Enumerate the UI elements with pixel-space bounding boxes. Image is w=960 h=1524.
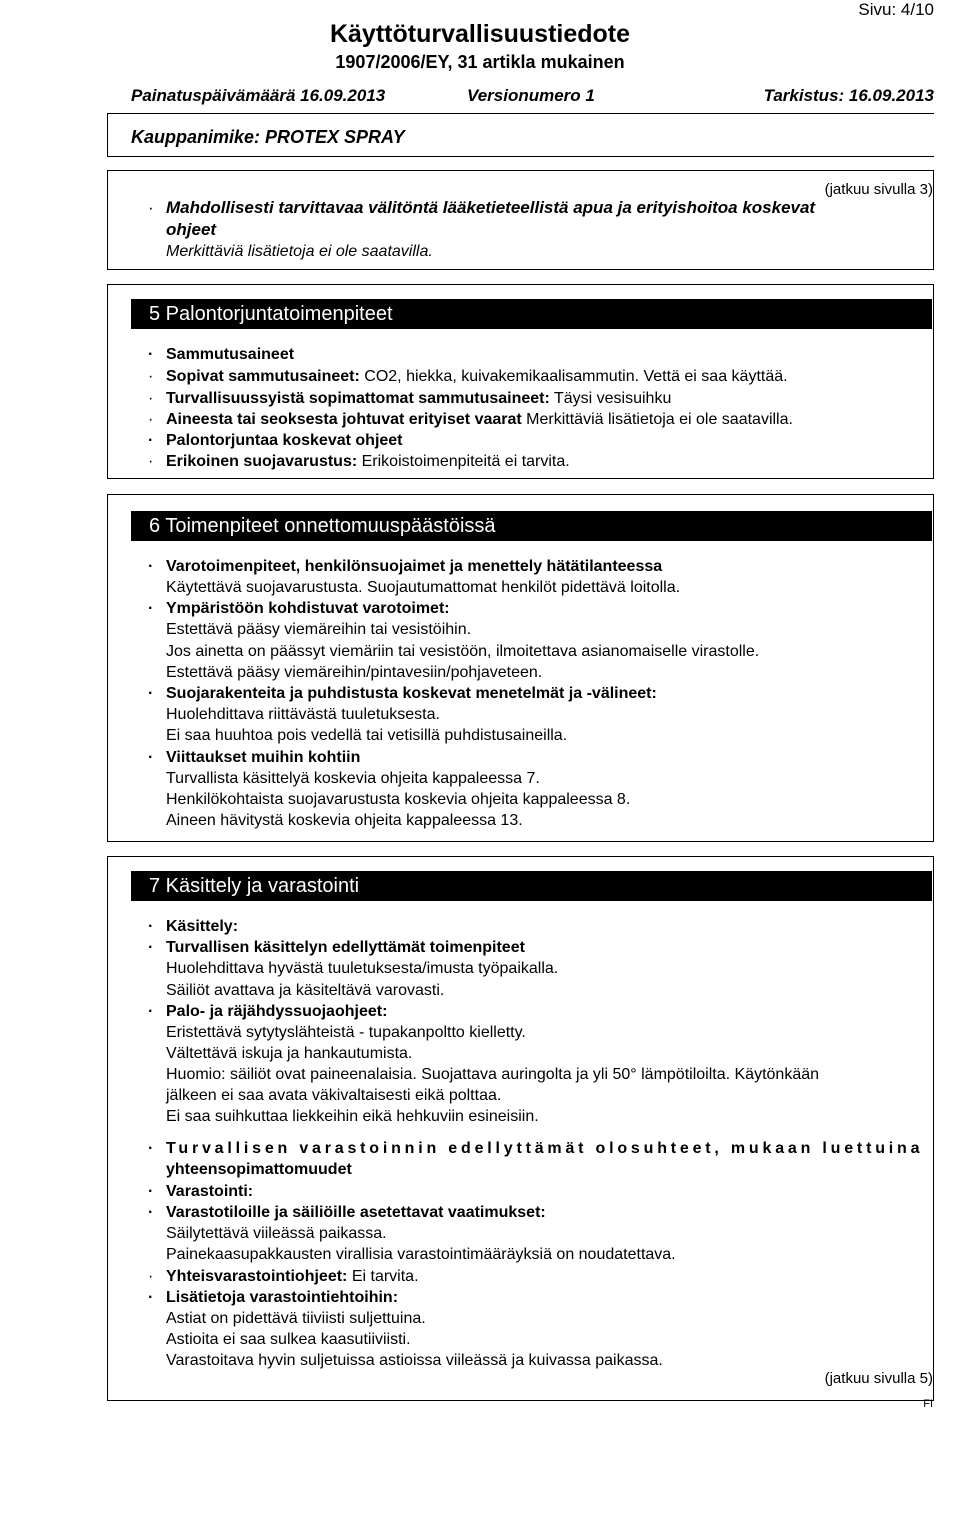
document-title: Käyttöturvallisuustiedote (329, 20, 631, 48)
s7-text: Huomio: säiliöt ovat paineenalaisia. Suojattava auringolta ja yli 50° lämpötiloilta. Käytönkään (166, 1066, 820, 1083)
header-divider (107, 113, 934, 114)
s6-text: Estettävä pääsy viemäreihin tai vesistöihin. (166, 621, 472, 638)
document-subtitle: 1907/2006/EY, 31 artikla mukainen (335, 52, 625, 72)
header-frame-left (107, 113, 108, 156)
s5-special-hazards: · Aineesta tai seoksesta johtuvat erityiset vaarat Merkittäviä lisätietoja ei ole saatavilla. (148, 411, 793, 428)
s6-environment: · Ympäristöön kohdistuvat varotoimet: (148, 600, 450, 617)
section-6-heading: 6 Toimenpiteet onnettomuuspäästöissä (131, 511, 932, 541)
s7-text: Säiliöt avattava ja käsiteltävä varovasti. (166, 982, 445, 999)
continued-on-note: (jatkuu sivulla 5) (824, 1370, 933, 1387)
s7-text: Astiat on pidettävä tiiviisti suljettuina. (166, 1310, 426, 1327)
s5-extinguishing-media: · Sammutusaineet (148, 346, 295, 363)
s7-text: Eristettävä sytytyslähteistä - tupakanpoltto kielletty. (166, 1024, 526, 1041)
intro-text: Merkittäviä lisätietoja ei ole saatavilla. (166, 243, 433, 260)
s7-text: Ei saa suihkuttaa liekkeihin eikä hehkuviin esineisiin. (166, 1108, 539, 1125)
s7-storage-requirements: · Varastotiloille ja säiliöille asetettavat vaatimukset: (148, 1204, 546, 1221)
s6-text: Jos ainetta on päässyt viemäriin tai vesistöön, ilmoitettava asianomaiselle virastolle. (166, 643, 760, 660)
s7-storage: · Varastointi: (148, 1183, 254, 1200)
s7-text: Astioita ei saa sulkea kaasutiiviisti. (166, 1331, 411, 1348)
s7-storage-conditions: · Turvallisen varastoinnin edellyttämät olosuhteet, mukaan luettuina (148, 1140, 924, 1157)
s7-text: Säilytettävä viileässä paikassa. (166, 1225, 387, 1242)
trade-name: Kauppanimike: PROTEX SPRAY (131, 127, 405, 147)
s6-text: Henkilökohtaista suojavarustusta koskevia ohjeita kappaleessa 8. (166, 791, 631, 808)
revision-date: Tarkistus: 16.09.2013 (763, 86, 934, 105)
s7-text: Huolehdittava hyvästä tuuletuksesta/imusta työpaikalla. (166, 960, 559, 977)
print-date: Painatuspäivämäärä 16.09.2013 (131, 86, 386, 105)
s7-storage-info: · Lisätietoja varastointiehtoihin: (148, 1289, 399, 1306)
s5-suitable-media: · Sopivat sammutusaineet: CO2, hiekka, kuivakemikaalisammutin. Vettä ei saa käyttää. (148, 368, 788, 385)
page-number: Sivu: 4/10 (858, 0, 934, 19)
s6-text: Turvallista käsittelyä koskevia ohjeita kappaleessa 7. (166, 770, 540, 787)
s5-firefighting-advice: · Palontorjuntaa koskevat ohjeet (148, 432, 403, 449)
s7-text: jälkeen ei saa avata väkivaltaisesti eikä polttaa. (166, 1087, 502, 1104)
s7-joint-storage: · Yhteisvarastointiohjeet: Ei tarvita. (148, 1268, 419, 1285)
s6-text: Aineen hävitystä koskevia ohjeita kappaleessa 13. (166, 812, 523, 829)
s5-protective-equipment: · Erikoinen suojavarustus: Erikoistoimenpiteitä ei tarvita. (148, 453, 570, 470)
s7-handling: · Käsittely: (148, 918, 239, 935)
s6-references: · Viittaukset muihin kohtiin (148, 749, 361, 766)
section-5-heading: 5 Palontorjuntatoimenpiteet (131, 299, 932, 329)
s6-text: Käytettävä suojavarustusta. Suojautumattomat henkilöt pidettävä loitolla. (166, 579, 681, 596)
language-code: FI (923, 1398, 933, 1410)
continued-from-note: (jatkuu sivulla 3) (824, 181, 933, 198)
s6-text: Estettävä pääsy viemäreihin/pintavesiin/pohjaveteen. (166, 664, 543, 681)
s6-precautions: · Varotoimenpiteet, henkilönsuojaimet ja menettely hätätilanteessa (148, 558, 663, 575)
s7-fire-explosion: · Palo- ja räjähdyssuojaohjeet: (148, 1003, 388, 1020)
s5-unsuitable-media: · Turvallisuussyistä sopimattomat sammutusaineet: Täysi vesisuihku (148, 390, 672, 407)
s7-storage-conditions-cont: yhteensopimattomuudet (166, 1161, 352, 1178)
header-frame-bottom (107, 156, 934, 157)
s7-text: Vältettävä iskuja ja hankautumista. (166, 1045, 413, 1062)
intro-heading: · Mahdollisesti tarvittavaa välitöntä lääketieteellistä apua ja erityishoitoa koskevat (148, 198, 816, 217)
section-7-heading: 7 Käsittely ja varastointi (131, 871, 932, 901)
s7-safe-handling: · Turvallisen käsittelyn edellyttämät toimenpiteet (148, 939, 525, 956)
intro-heading-cont: ohjeet (166, 220, 217, 239)
s7-text: Painekaasupakkausten virallisia varastointimääräyksiä on noudatettava. (166, 1246, 676, 1263)
s6-cleanup-methods: · Suojarakenteita ja puhdistusta koskevat menetelmät ja -välineet: (148, 685, 657, 702)
s7-text: Varastoitava hyvin suljetuissa astioissa viileässä ja kuivassa paikassa. (166, 1352, 663, 1369)
s6-text: Huolehdittava riittävästä tuuletuksesta. (166, 706, 440, 723)
version-number: Versionumero 1 (467, 86, 595, 105)
s6-text: Ei saa huuhtoa pois vedellä tai vetisillä puhdistusaineilla. (166, 727, 568, 744)
